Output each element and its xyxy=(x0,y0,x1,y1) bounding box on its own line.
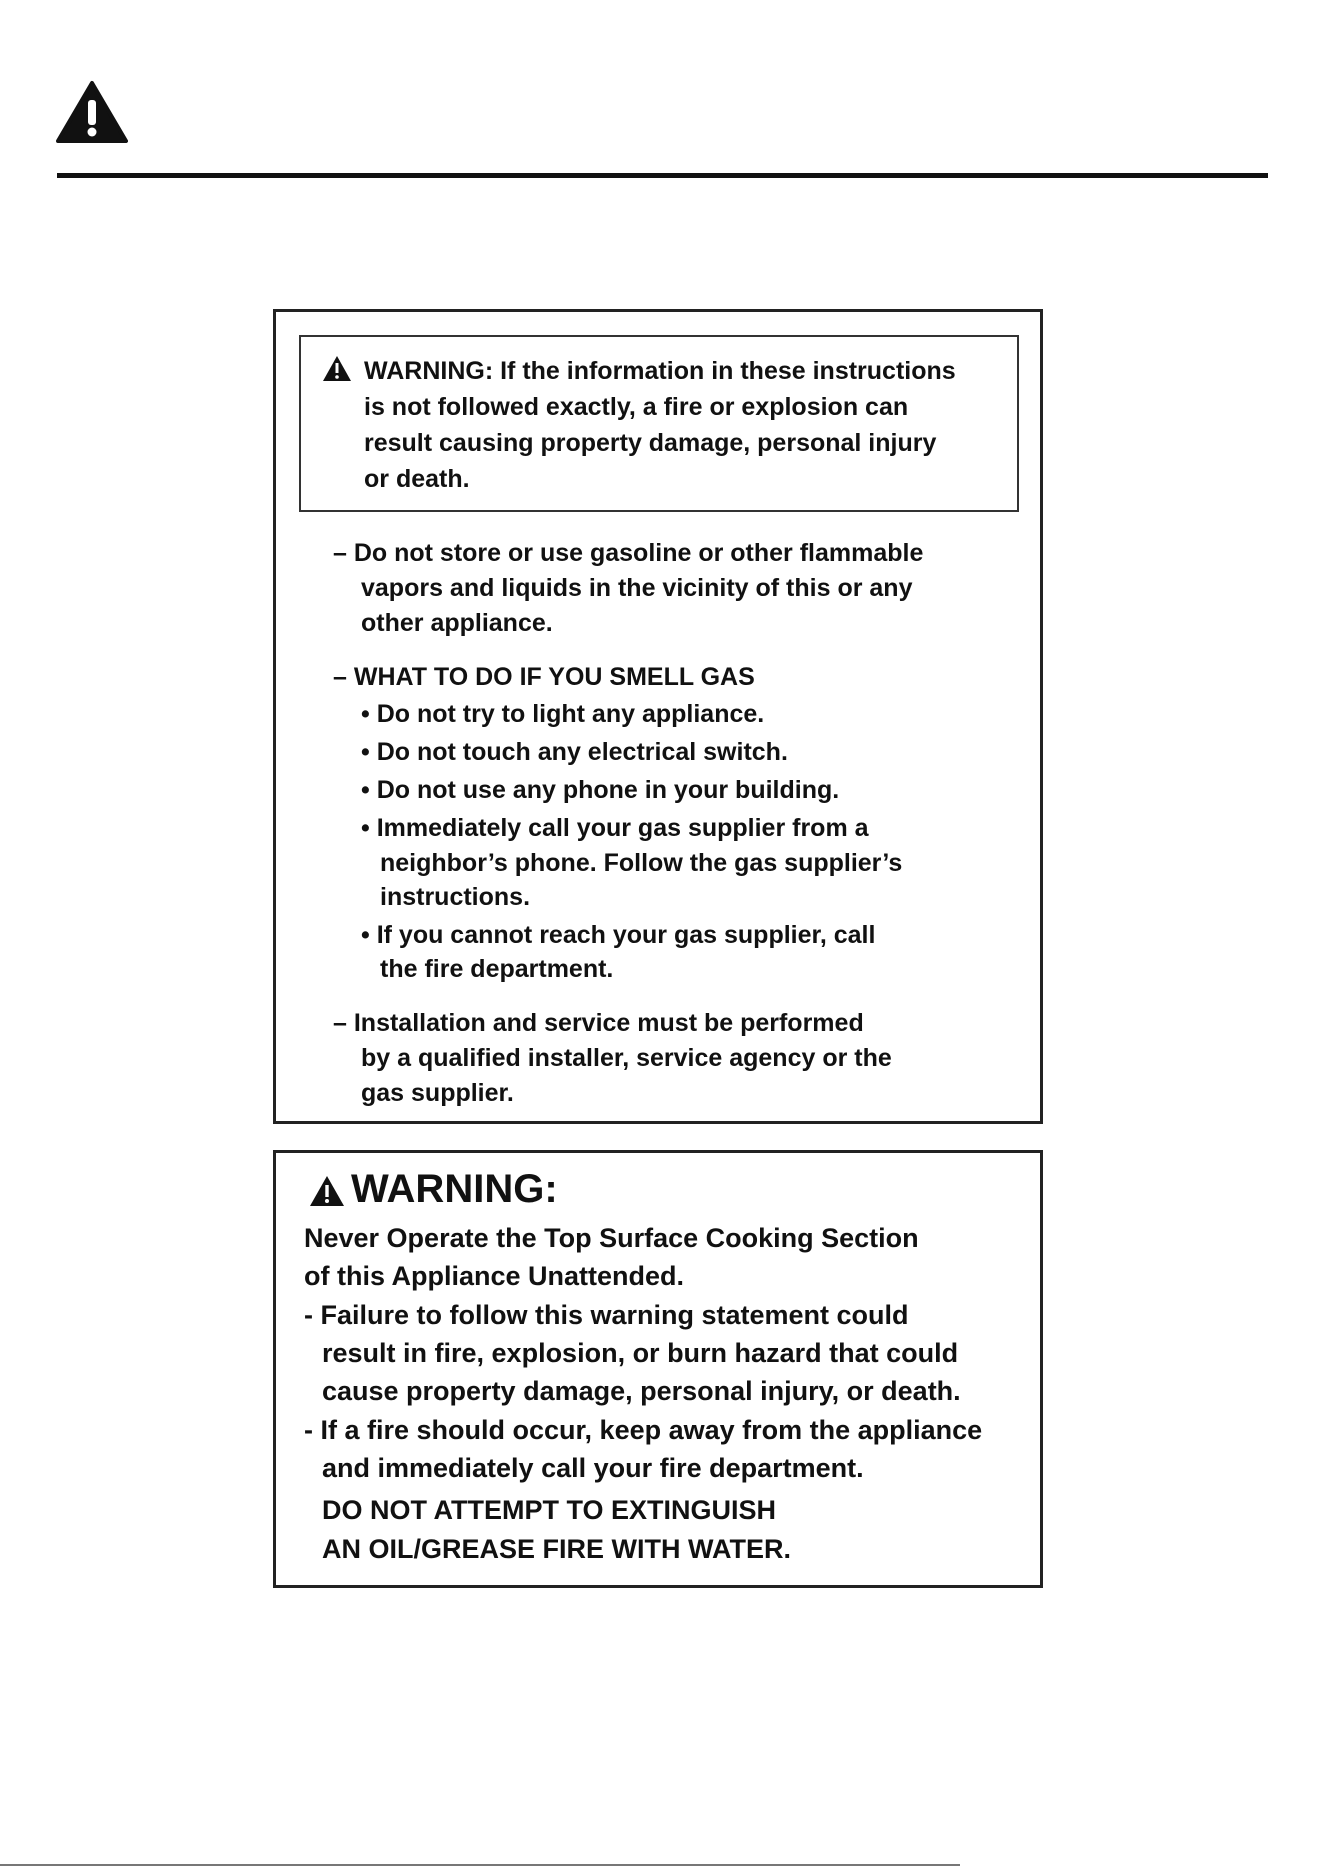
bullet-item: • Immediately call your gas supplier from a xyxy=(361,814,869,842)
warning-line: or death. xyxy=(364,465,470,493)
instruction-line: – Installation and service must be performed xyxy=(333,1009,864,1037)
bullet-item: • Do not touch any electrical switch. xyxy=(361,738,788,766)
bullet-item: • Do not use any phone in your building. xyxy=(361,776,840,804)
footer-rule xyxy=(0,1864,960,1866)
instruction-line: – Do not store or use gasoline or other flammable xyxy=(333,539,924,567)
warning-line: WARNING: If the information in these instructions xyxy=(364,357,956,385)
bullet-item: the fire department. xyxy=(380,955,614,983)
header-rule xyxy=(57,173,1268,178)
bullet-item: • If you cannot reach your gas supplier, call xyxy=(361,921,876,949)
instruction-line: vapors and liquids in the vicinity of this or any xyxy=(361,574,913,602)
instruction-line: gas supplier. xyxy=(361,1079,514,1107)
warning-title: WARNING: xyxy=(351,1167,558,1211)
fire-explosion-warning xyxy=(299,335,1019,512)
warning-line: and immediately call your fire department. xyxy=(322,1453,864,1483)
warning-triangle-icon xyxy=(322,355,352,382)
instruction-line: by a qualified installer, service agency or the xyxy=(361,1044,892,1072)
warning-line: Never Operate the Top Surface Cooking Section xyxy=(304,1223,919,1253)
cooking-unattended-warning-box xyxy=(273,1150,1043,1588)
warning-triangle-icon xyxy=(56,80,128,144)
warning-line: is not followed exactly, a fire or explosion can xyxy=(364,393,909,421)
warning-line: - If a fire should occur, keep away from the appliance xyxy=(304,1415,983,1445)
bullet-item: neighbor’s phone. Follow the gas supplier’s xyxy=(380,849,903,877)
warning-line: result causing property damage, personal injury xyxy=(364,429,937,457)
instruction-line: other appliance. xyxy=(361,609,553,637)
gas-safety-warning-box xyxy=(273,309,1043,1124)
warning-line: cause property damage, personal injury, or death. xyxy=(322,1376,961,1406)
section-heading: – WHAT TO DO IF YOU SMELL GAS xyxy=(333,663,755,691)
warning-line: of this Appliance Unattended. xyxy=(304,1261,685,1291)
warning-line: - Failure to follow this warning statement could xyxy=(304,1300,909,1330)
warning-line: DO NOT ATTEMPT TO EXTINGUISH xyxy=(322,1495,777,1525)
bullet-item: instructions. xyxy=(380,883,531,911)
warning-triangle-icon xyxy=(309,1175,345,1207)
bullet-item: • Do not try to light any appliance. xyxy=(361,700,765,728)
warning-line: result in fire, explosion, or burn hazard that could xyxy=(322,1338,959,1368)
warning-line: AN OIL/GREASE FIRE WITH WATER. xyxy=(322,1534,791,1564)
